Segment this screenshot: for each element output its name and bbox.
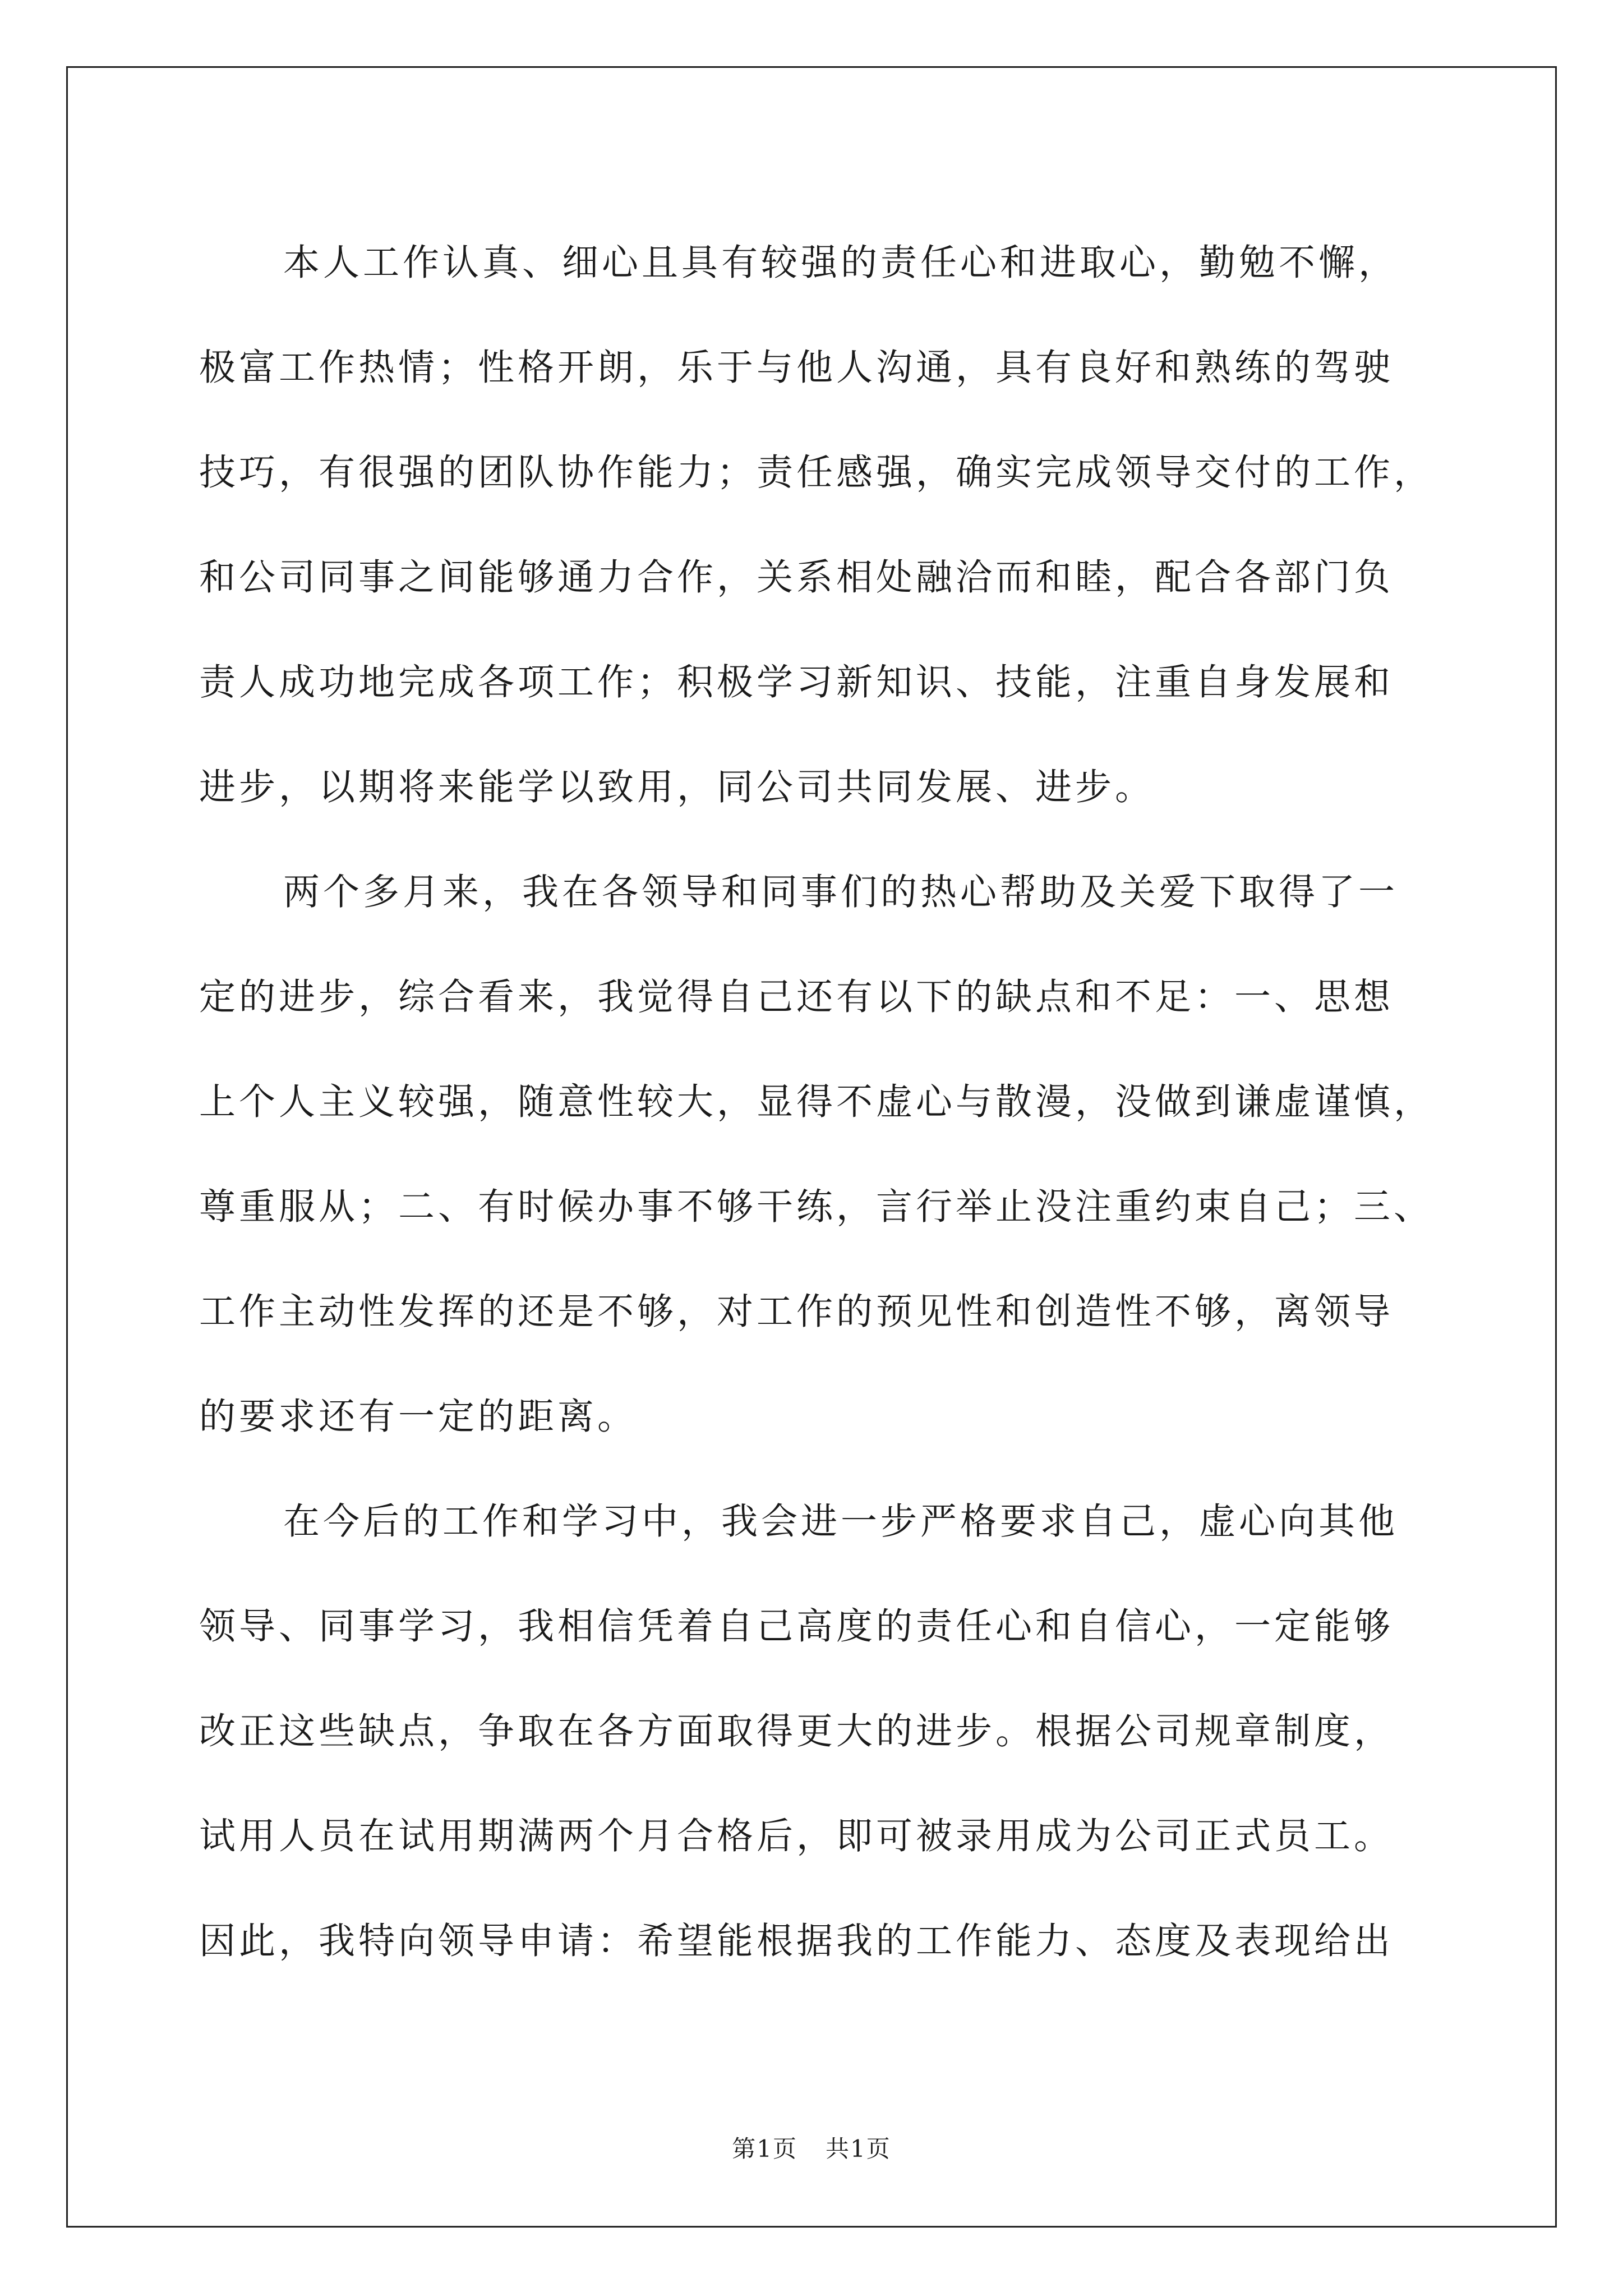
paragraph-3-line-3: 改正这些缺点，争取在各方面取得更大的进步。根据公司规章制度，	[199, 1710, 1394, 1752]
paragraph-1-line-1: 本人工作认真、细心且具有较强的责任心和进取心，勤勉不懈，	[283, 242, 1399, 284]
paragraph-2-line-2: 定的进步，综合看来，我觉得自己还有以下的缺点和不足：一、思想	[199, 976, 1394, 1018]
paragraph-3-line-2: 领导、同事学习，我相信凭着自己高度的责任心和自信心，一定能够	[199, 1605, 1394, 1648]
paragraph-1-line-6: 进步，以期将来能学以致用，同公司共同发展、进步。	[199, 766, 1155, 808]
document-body	[199, 210, 1433, 1994]
page-number-current: 第1页	[732, 2135, 797, 2162]
paragraph-3-line-1: 在今后的工作和学习中，我会进一步严格要求自己，虚心向其他	[283, 1501, 1399, 1543]
paragraph-2-line-3: 上个人主义较强，随意性较大，显得不虚心与散漫，没做到谦虚谨慎，	[199, 1081, 1434, 1123]
paragraph-1-line-5: 责人成功地完成各项工作；积极学习新知识、技能，注重自身发展和	[199, 661, 1394, 703]
paragraph-1-line-2: 极富工作热情；性格开朗，乐于与他人沟通，具有良好和熟练的驾驶	[199, 347, 1394, 389]
paragraph-2-line-5: 工作主动性发挥的还是不够，对工作的预见性和创造性不够，离领导	[199, 1291, 1394, 1333]
paragraph-3-line-5: 因此，我特向领导申请：希望能根据我的工作能力、态度及表现给出	[199, 1920, 1394, 1962]
paragraph-1-line-4: 和公司同事之间能够通力合作，关系相处融洽而和睦，配合各部门负	[199, 556, 1394, 599]
paragraph-1-line-3: 技巧，有很强的团队协作能力；责任感强，确实完成领导交付的工作，	[199, 452, 1434, 494]
page-footer	[0, 2131, 1623, 2164]
paragraph-3-line-4: 试用人员在试用期满两个月合格后，即可被录用成为公司正式员工。	[199, 1815, 1394, 1857]
paragraph-2-line-1: 两个多月来，我在各领导和同事们的热心帮助及关爱下取得了一	[283, 871, 1399, 913]
paragraph-2-line-4: 尊重服从；二、有时候办事不够干练，言行举止没注重约束自己；三、	[199, 1186, 1434, 1228]
paragraph-2-line-6: 的要求还有一定的距离。	[199, 1396, 638, 1438]
page-number-total: 共1页	[826, 2135, 891, 2162]
